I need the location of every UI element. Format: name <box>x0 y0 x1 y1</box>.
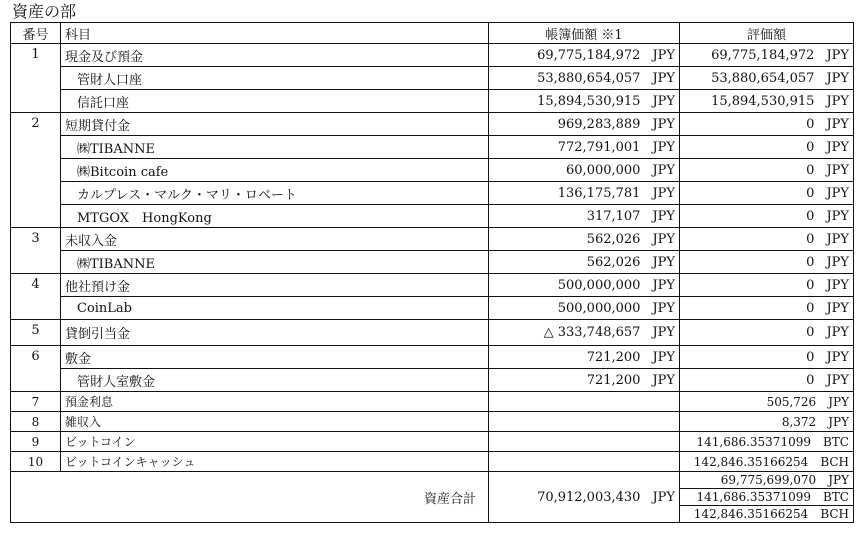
table-row <box>11 67 854 90</box>
table-body <box>11 44 854 523</box>
eval-value <box>680 452 854 472</box>
total-book-amount: 70,912,003,430 <box>537 489 641 505</box>
item-name: ビットコインキャッシュ <box>61 452 489 472</box>
assets-table <box>10 22 854 523</box>
eval-value-currency: JPY <box>826 70 849 86</box>
sub-item-name: MTGOX HongKong <box>61 205 489 228</box>
book-value-currency: JPY <box>652 139 675 155</box>
total-eval-value-amount: 141,686.35371099 <box>696 490 811 504</box>
row-number: 6 <box>11 346 61 392</box>
table-row <box>11 251 854 274</box>
book-value-amount: 721,200 <box>586 349 641 365</box>
sub-item-name: ㈱TIBANNE <box>61 251 489 274</box>
book-value-amount: 15,894,530,915 <box>537 93 641 109</box>
book-value <box>489 274 680 297</box>
table-row <box>11 297 854 320</box>
total-book-value <box>489 472 680 523</box>
header-row <box>11 23 854 44</box>
eval-value <box>680 67 854 90</box>
book-value-amount: 136,175,781 <box>557 185 641 201</box>
sub-item-name: ㈱TIBANNE <box>61 136 489 159</box>
eval-value-amount: 0 <box>806 116 815 132</box>
book-value <box>489 297 680 320</box>
total-eval-value <box>680 472 854 489</box>
book-value-currency: JPY <box>652 300 675 316</box>
item-name: 現金及び預金 <box>61 44 489 67</box>
book-value-currency: JPY <box>652 47 675 63</box>
total-eval-value-currency: JPY <box>828 473 849 487</box>
eval-value <box>680 297 854 320</box>
sub-item-name: 管財人室敷金 <box>61 369 489 392</box>
item-name: ビットコイン <box>61 432 489 452</box>
table-row <box>11 412 854 432</box>
book-value-amount: 772,791,001 <box>557 139 641 155</box>
book-value-amount: 562,026 <box>586 254 641 270</box>
eval-value-amount: 0 <box>806 277 815 293</box>
row-number: 7 <box>11 392 61 412</box>
book-value-currency: JPY <box>652 116 675 132</box>
item-name: 未収入金 <box>61 228 489 251</box>
total-row <box>11 472 854 489</box>
eval-value-currency: JPY <box>826 277 849 293</box>
eval-value-amount: 0 <box>806 325 815 340</box>
eval-value <box>680 369 854 392</box>
total-eval-value-currency: BCH <box>820 507 849 521</box>
eval-value <box>680 251 854 274</box>
book-value-currency: JPY <box>652 349 675 365</box>
book-value <box>489 452 680 472</box>
eval-value-amount: 0 <box>806 349 815 365</box>
book-value-currency: JPY <box>652 231 675 247</box>
eval-value-amount: 0 <box>806 300 815 316</box>
row-number: 4 <box>11 274 61 320</box>
table-row <box>11 205 854 228</box>
book-value <box>489 44 680 67</box>
eval-value-currency: JPY <box>828 414 849 429</box>
row-number: 3 <box>11 228 61 274</box>
table-row <box>11 228 854 251</box>
book-value-amount: 721,200 <box>586 372 641 388</box>
table-row <box>11 182 854 205</box>
eval-value <box>680 182 854 205</box>
eval-value-currency: JPY <box>826 185 849 201</box>
book-value-currency: JPY <box>652 93 675 109</box>
book-value-amount: 53,880,654,057 <box>537 70 641 86</box>
total-eval-value <box>680 506 854 523</box>
total-eval-value-amount: 142,846.35166254 <box>693 507 809 521</box>
book-value-amount: △ 333,748,657 <box>543 325 641 340</box>
table-row <box>11 346 854 369</box>
book-value-amount: 562,026 <box>586 231 641 247</box>
table-row <box>11 320 854 346</box>
eval-value-amount: 505,726 <box>766 394 817 409</box>
header-item: 科目 <box>61 23 489 44</box>
eval-value-amount: 0 <box>806 162 815 178</box>
book-value-currency: JPY <box>652 325 675 340</box>
eval-value <box>680 320 854 346</box>
book-value-currency: JPY <box>652 185 675 201</box>
book-value-currency: JPY <box>652 208 675 224</box>
item-name: 貸倒引当金 <box>61 320 489 346</box>
book-value-amount: 500,000,000 <box>557 300 641 316</box>
eval-value <box>680 205 854 228</box>
eval-value-amount: 0 <box>806 372 815 388</box>
row-number: 10 <box>11 452 61 472</box>
book-value-currency: JPY <box>652 277 675 293</box>
eval-value-amount: 0 <box>806 185 815 201</box>
item-name: 敷金 <box>61 346 489 369</box>
eval-value <box>680 159 854 182</box>
sub-item-name: 管財人口座 <box>61 67 489 90</box>
row-number: 5 <box>11 320 61 346</box>
eval-value-currency: JPY <box>828 394 849 409</box>
eval-value-amount: 0 <box>806 208 815 224</box>
eval-value-amount: 0 <box>806 139 815 155</box>
eval-value <box>680 346 854 369</box>
eval-value-amount: 15,894,530,915 <box>711 93 815 109</box>
table-row <box>11 392 854 412</box>
row-number: 1 <box>11 44 61 113</box>
eval-value <box>680 432 854 452</box>
eval-value-currency: BCH <box>820 454 849 469</box>
sub-item-name: 信託口座 <box>61 90 489 113</box>
total-eval-value-currency: BTC <box>822 490 849 504</box>
book-value-currency: JPY <box>652 372 675 388</box>
sub-item-name: カルプレス・マルク・マリ・ロベート <box>61 182 489 205</box>
book-value <box>489 90 680 113</box>
table-row <box>11 452 854 472</box>
eval-value-currency: JPY <box>826 372 849 388</box>
eval-value-currency: JPY <box>826 254 849 270</box>
eval-value <box>680 113 854 136</box>
book-value <box>489 432 680 452</box>
eval-value-currency: JPY <box>826 325 849 340</box>
sub-item-name: CoinLab <box>61 297 489 320</box>
table-row <box>11 136 854 159</box>
table-row <box>11 274 854 297</box>
header-eval-value: 評価額 <box>680 23 854 44</box>
book-value <box>489 159 680 182</box>
eval-value <box>680 392 854 412</box>
book-value <box>489 369 680 392</box>
eval-value-currency: BTC <box>822 434 849 449</box>
eval-value-currency: JPY <box>826 300 849 316</box>
book-value <box>489 346 680 369</box>
eval-value-amount: 8,372 <box>781 414 817 429</box>
item-name: 預金利息 <box>61 392 489 412</box>
eval-value-amount: 0 <box>806 254 815 270</box>
eval-value <box>680 136 854 159</box>
book-value <box>489 113 680 136</box>
eval-value <box>680 44 854 67</box>
sub-item-name: ㈱Bitcoin cafe <box>61 159 489 182</box>
table-row <box>11 90 854 113</box>
book-value <box>489 228 680 251</box>
eval-value <box>680 274 854 297</box>
book-value-amount: 60,000,000 <box>566 162 641 178</box>
header-book-value: 帳簿価額 ※1 <box>489 23 680 44</box>
book-value-amount: 500,000,000 <box>557 277 641 293</box>
eval-value-amount: 53,880,654,057 <box>711 70 815 86</box>
book-value <box>489 182 680 205</box>
book-value-amount: 317,107 <box>586 208 641 224</box>
eval-value-amount: 0 <box>806 231 815 247</box>
eval-value-amount: 142,846.35166254 <box>693 454 809 469</box>
book-value-currency: JPY <box>652 254 675 270</box>
page-title: 資産の部 <box>12 2 77 21</box>
book-value <box>489 392 680 412</box>
item-name: 他社預け金 <box>61 274 489 297</box>
total-eval-value <box>680 489 854 506</box>
eval-value-amount: 69,775,184,972 <box>711 47 815 63</box>
table-row <box>11 369 854 392</box>
table-row <box>11 159 854 182</box>
eval-value-currency: JPY <box>826 208 849 224</box>
eval-value-currency: JPY <box>826 231 849 247</box>
eval-value-currency: JPY <box>826 139 849 155</box>
row-number: 2 <box>11 113 61 228</box>
book-value-currency: JPY <box>652 162 675 178</box>
book-value-amount: 69,775,184,972 <box>537 47 641 63</box>
total-label: 資産合計 <box>11 472 489 523</box>
book-value <box>489 205 680 228</box>
eval-value <box>680 90 854 113</box>
eval-value-currency: JPY <box>826 47 849 63</box>
book-value <box>489 412 680 432</box>
total-book-currency: JPY <box>652 489 675 505</box>
item-name: 短期貸付金 <box>61 113 489 136</box>
row-number: 9 <box>11 432 61 452</box>
eval-value <box>680 228 854 251</box>
eval-value <box>680 412 854 432</box>
eval-value-currency: JPY <box>826 349 849 365</box>
item-name: 雑収入 <box>61 412 489 432</box>
eval-value-amount: 141,686.35371099 <box>696 434 811 449</box>
book-value <box>489 136 680 159</box>
book-value <box>489 251 680 274</box>
header-no: 番号 <box>11 23 61 44</box>
eval-value-currency: JPY <box>826 93 849 109</box>
table-row <box>11 44 854 67</box>
table-row <box>11 432 854 452</box>
book-value-amount: 969,283,889 <box>557 116 641 132</box>
total-eval-value-amount: 69,775,699,070 <box>720 473 817 487</box>
book-value <box>489 67 680 90</box>
row-number: 8 <box>11 412 61 432</box>
eval-value-currency: JPY <box>826 162 849 178</box>
eval-value-currency: JPY <box>826 116 849 132</box>
table-row <box>11 113 854 136</box>
book-value-currency: JPY <box>652 70 675 86</box>
book-value <box>489 320 680 346</box>
